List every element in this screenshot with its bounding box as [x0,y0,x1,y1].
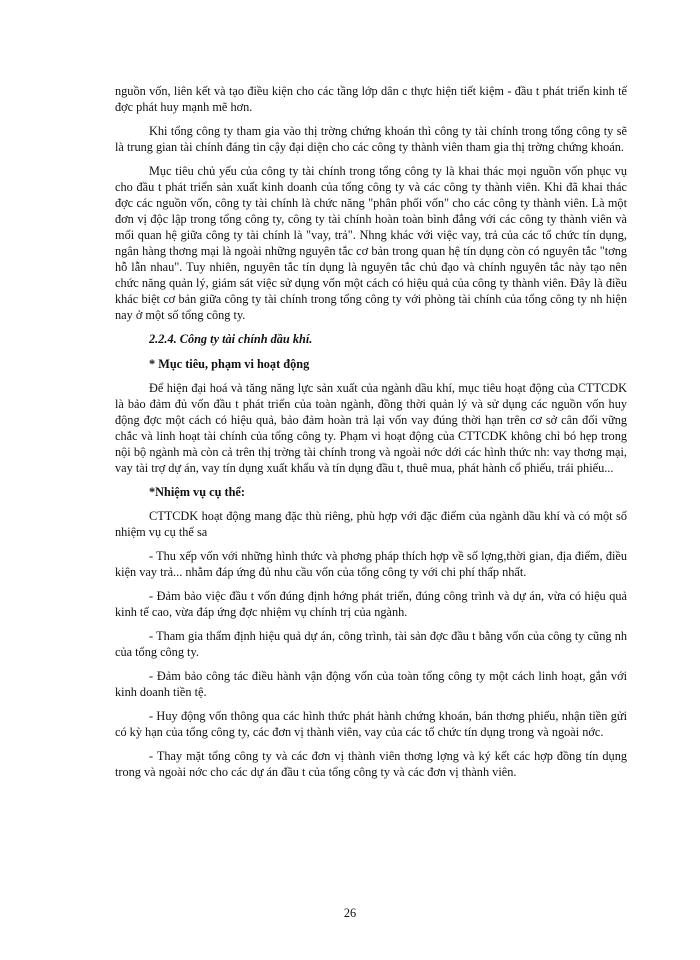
paragraph-stock-market: Khi tổng công ty tham gia vào thị trờng chứng khoán thì công ty tài chính trong tổng công ty sẽ là trung gian tài chính đáng tin cậy đại diện cho các công ty thành viên tham gia thị trờng chứng khoán. [115,124,627,154]
objectives-paragraph: Để hiện đại hoá và tăng năng lực sản xuất của ngành dầu khí, mục tiêu hoạt động của CTTCDK là bảo đảm đủ vốn đầu t phát triển của toàn ngành, đồng thời quản lý và sử dụng các nguồn vốn huy động đợc một cách có hiệu quả, bảo đảm hoàn trả lại vốn vay đúng thời hạn trên cơ sở cân đối vững chắc và linh hoạt tài chính của tổng công ty. Phạm vi hoạt động của CTTCDK không chỉ bó hẹp trong nội bộ ngành mà còn cả trên thị trờng tài chính trong và ngoài nớc dới các hình thức nh: vay thơng mại, vay tài trợ dự án, vay tín dụng xuất khẩu và tín dụng đầu t, thuê mua, phát hành cổ phiếu, trái phiếu... [115,381,627,475]
task-item: - Huy động vốn thông qua các hình thức phát hành chứng khoán, bán thơng phiếu, nhận tiền gửi có kỳ hạn của tổng công ty, các đơn vị thành viên, vay của các tổ chức tín dụng trong và ngoài nớc. [115,709,627,739]
tasks-heading: *Nhiệm vụ cụ thể: [149,485,245,499]
paragraph-continuation: nguồn vốn, liên kết và tạo điều kiện cho các tầng lớp dân c thực hiện tiết kiệm - đầu t phát triển kinh tế đợc phát huy mạnh mẽ hơn. [115,84,627,114]
task-item: - Thu xếp vốn với những hình thức và phơng pháp thích hợp về số lợng,thời gian, địa điểm, điều kiện vay trả... nhằm đáp ứng đủ nhu cầu vốn của tổng công ty với chi phí thấp nhất. [115,549,627,579]
task-item: - Đảm bảo công tác điều hành vận động vốn của toàn tổng công ty một cách linh hoạt, gắn với kinh doanh tiền tệ. [115,669,627,699]
paragraph-main-objective: Mục tiêu chủ yếu của công ty tài chính trong tổng công ty là khai thác mọi nguồn vốn phục vụ cho đầu t phát triển sản xuất kinh doanh của tổng công ty và các công ty thành viên. Khi đã khai thác đợc các nguồn vốn, công ty tài chính là chức năng "phân phối vốn" cho các công ty thành viên. Là một đơn vị độc lập trong tổng công ty, công ty tài chính hoàn toàn bình đẳng với các công ty thành viên và mối quan hệ giữa công ty tài chính là "vay, trả". Nhng khác với việc vay, trả của các tổ chức tín dụng, ngân hàng thơng mại là ngoài những nguyên tắc cơ bản trong quan hệ tín dụng còn có nguyên tắc "tơng hỗ lẫn nhau". Tuy nhiên, nguyên tắc tín dụng là nguyên tắc chủ đạo và chính nguyên tắc này tạo nên chức năng quản lý, giám sát việc sử dụng vốn một cách có hiệu quả của công ty thành viên. Đây là điều khác biệt cơ bản giữa công ty tài chính trong tổng công ty với phòng tài chính của tổng công ty nh hiện nay ở một số tổng công ty. [115,164,627,322]
tasks-list [115,548,627,780]
section-heading: 2.2.4. Công ty tài chính dầu khí. [149,332,313,346]
page-number: 26 [343,906,357,920]
page-body [115,83,627,788]
task-item: - Đảm bảo việc đầu t vốn đúng định hớng phát triển, đúng công trình và dự án, vừa có hiệu quả kinh tế cao, vừa đáp ứng đợc nhiệm vụ chính trị của ngành. [115,589,627,619]
task-item: - Thay mặt tổng công ty và các đơn vị thành viên thơng lợng và ký kết các hợp đồng tín dụng trong và ngoài nớc cho các dự án đầu t của tổng công ty và các đơn vị thành viên. [115,749,627,779]
task-item: - Tham gia thẩm định hiệu quả dự án, công trình, tài sản đợc đầu t bằng vốn của công ty cũng nh của tổng công ty. [115,629,627,659]
tasks-intro: CTTCDK hoạt động mang đặc thù riêng, phù hợp với đặc điểm của ngành dầu khí và có một số nhiệm vụ cụ thể sa [115,509,627,539]
objectives-heading: * Mục tiêu, phạm vi hoạt động [149,357,310,371]
